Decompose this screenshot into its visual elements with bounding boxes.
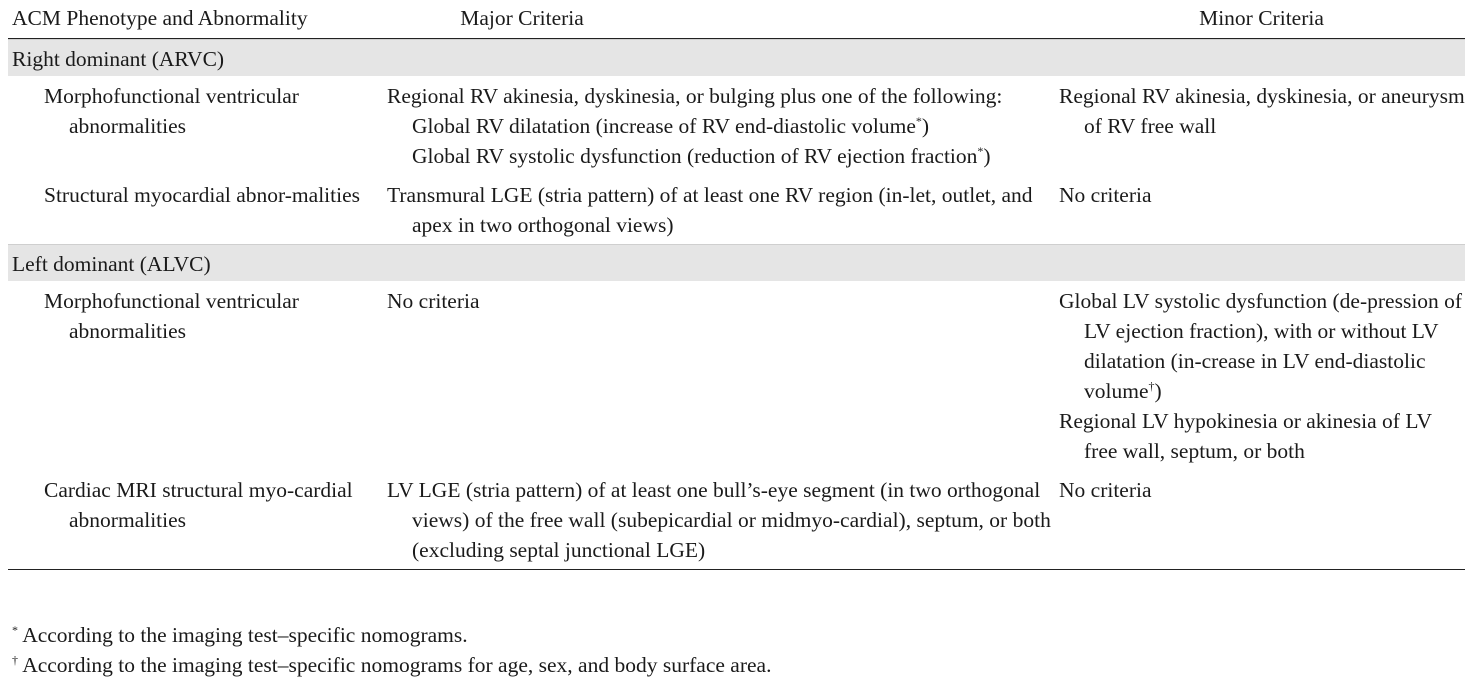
table-row	[8, 281, 1465, 470]
table-bottom-rule	[8, 569, 1465, 570]
section-left-dominant: Left dominant (ALVC)	[8, 244, 1465, 281]
major-criteria-cell: Transmural LGE (stria pattern) of at least one RV region (in-let, outlet, and apex in two orthogonal views)	[387, 183, 1033, 237]
minor-criteria-cell: Regional LV hypokinesia or akinesia of LV free wall, septum, or both	[1059, 409, 1432, 463]
phenotype-cell: Morphofunctional ventricular abnormalities	[44, 289, 299, 343]
footnote-mark: *	[915, 114, 922, 128]
table-row	[8, 175, 1465, 244]
phenotype-cell: Cardiac MRI structural myo-cardial abnormalities	[44, 478, 353, 532]
table-header	[8, 0, 1465, 39]
footnote: † According to the imaging test–specific nomograms for age, sex, and body surface area.	[12, 653, 772, 677]
footnote: * According to the imaging test–specific nomograms.	[12, 623, 468, 647]
criteria-table	[8, 0, 1465, 570]
header-minor-criteria: Minor Criteria	[1199, 6, 1324, 30]
major-criteria-subitem: Global RV dilatation (increase of RV end-diastolic volume*)	[412, 114, 930, 138]
minor-criteria-cell: Regional RV akinesia, dyskinesia, or aneurysm of RV free wall	[1059, 84, 1465, 138]
table-row	[8, 76, 1465, 175]
table-row	[8, 470, 1465, 569]
footnotes	[12, 620, 771, 680]
major-criteria-subitem: Global RV systolic dysfunction (reduction of RV ejection fraction*)	[412, 144, 991, 168]
minor-criteria-cell: No criteria	[1059, 183, 1152, 207]
minor-criteria-cell: Global LV systolic dysfunction (de-pression of LV ejection fraction), with or without LV dilatation (in-crease in LV end-diastolic volume†)	[1059, 289, 1463, 403]
major-criteria-cell: LV LGE (stria pattern) of at least one bull’s-eye segment (in two orthogonal views) of the free wall (subepicardial or midmyo-cardial), septum, or both (excluding septal junctional LGE)	[387, 478, 1051, 562]
header-major-criteria: Major Criteria	[460, 6, 584, 30]
section-right-dominant: Right dominant (ARVC)	[8, 39, 1465, 76]
header-phenotype: ACM Phenotype and Abnormality	[12, 6, 308, 30]
major-criteria-cell: No criteria	[387, 289, 480, 313]
phenotype-cell: Morphofunctional ventricular abnormalities	[44, 84, 299, 138]
footnote-mark: †	[1148, 379, 1155, 393]
phenotype-cell: Structural myocardial abnor-malities	[44, 183, 360, 207]
major-criteria-cell: Regional RV akinesia, dyskinesia, or bulging plus one of the following:	[387, 84, 1003, 108]
minor-criteria-cell: No criteria	[1059, 478, 1152, 502]
footnote-mark: *	[977, 144, 984, 158]
